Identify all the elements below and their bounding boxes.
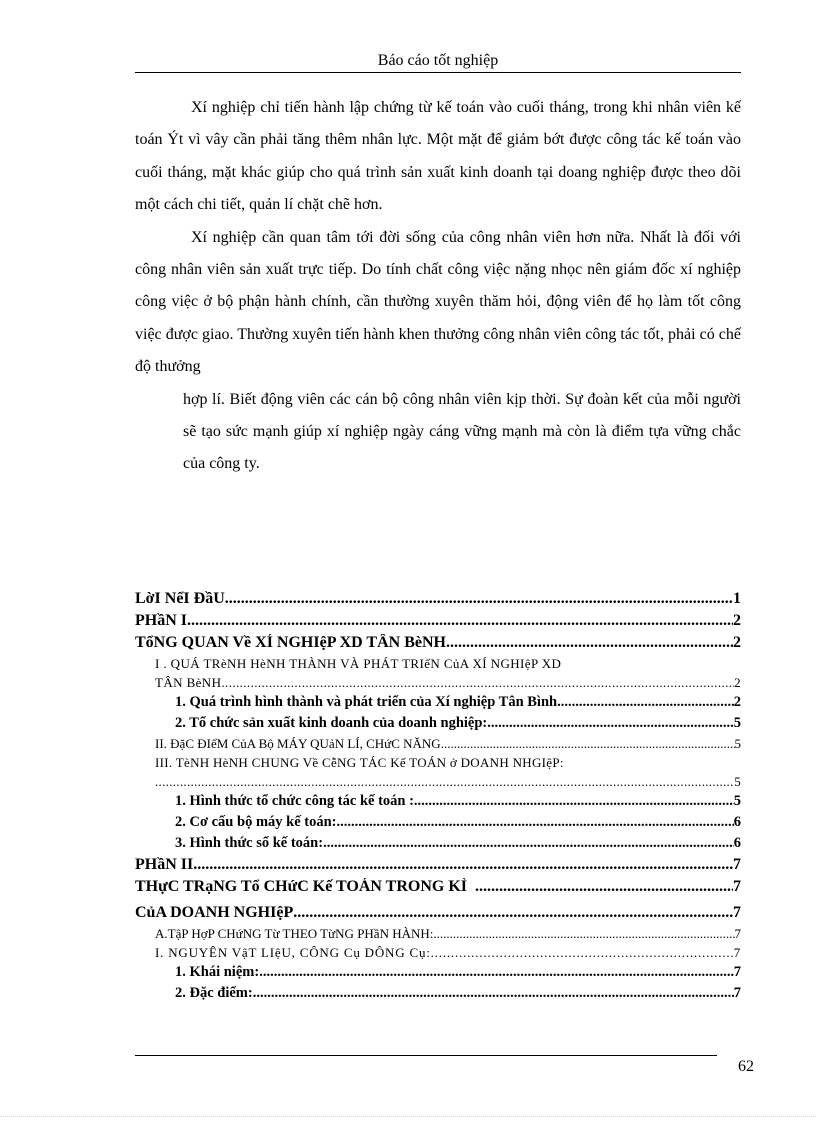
- toc-entry[interactable]: [135, 856, 741, 878]
- paragraph-3: hợp lí. Biết động viên các cán bộ công nhân viên kịp thời. Sự đoàn kết của mỗi người sẽ tạo sức mạnh giúp xí nghiệp ngày cáng vững mạnh mà còn là điểm tựa vững chắc của công ty.: [183, 390, 741, 473]
- toc-entry-page: 2: [733, 694, 741, 710]
- toc-entry-page: 5: [733, 715, 741, 731]
- toc-entry-text: THựC TRạNG Tổ CHứC Kế TOÁN TRONG KÌ: [135, 878, 467, 895]
- toc-entry-text: TổNG QUAN Về XÍ NGHIệP XD TÂN BèNH: [135, 634, 446, 651]
- toc-entry-page: 7: [733, 964, 741, 980]
- toc-entry[interactable]: [135, 985, 741, 1006]
- page-header-title: Báo cáo tốt nghiệp: [377, 52, 499, 69]
- toc-entry-text: 1. Khái niệm:: [175, 964, 260, 980]
- page-bottom-border: [0, 1116, 816, 1117]
- toc-entry[interactable]: [135, 612, 741, 634]
- paragraph-2: Xí nghiệp cần quan tâm tới đời sống của công nhân viên hơn nữa. Nhất là đối với công nhân viên sản xuất trực tiếp. Do tính chất công việc nặng nhọc nên giám đốc xí nghiệp công việc ở bộ phận hành chính, cần thường xuyên thăm hỏi, động viên để họ làm tốt công việc được giao. Thường xuyên tiến hành khen thưởng công nhân viên công tác tốt, phải có chế độ thưởng: [135, 228, 741, 376]
- toc-entry-page: 6: [733, 835, 741, 851]
- toc-entry-text: I . QUÁ TRèNH HèNH THÀNH VÀ PHÁT TRIểN CủA XÍ NGHIệP XD: [155, 656, 562, 671]
- header-divider: [135, 72, 741, 73]
- toc-entry-text: LờI NểI ĐầU: [135, 590, 225, 607]
- toc-entry-text: PHầN II: [135, 856, 194, 873]
- toc-entry-text: CủA DOANH NGHIệP: [135, 904, 294, 921]
- page-number: 62: [738, 1058, 754, 1075]
- toc-entry-page: 1: [733, 590, 741, 607]
- toc-entry[interactable]: [135, 945, 741, 964]
- toc-entry-page: 5: [734, 774, 741, 789]
- toc-entry-page: 7: [733, 904, 741, 921]
- toc-entry[interactable]: [135, 634, 741, 656]
- table-of-contents: [135, 590, 741, 1006]
- paragraph-1: Xí nghiệp chỉ tiến hành lập chứng từ kế toán vào cuối tháng, trong khi nhân viên kế toán Ýt vì vây cần phải tăng thêm nhân lực. Một mặt để giảm bớt được công tác kế toán vào cuối tháng, mặt khác giúp cho quá trình sản xuất kinh doanh tại doang nghiệp được theo dõi một cách chi tiết, quản lí chặt chẽ hơn.: [135, 99, 741, 214]
- toc-entry[interactable]: [135, 715, 741, 736]
- toc-entry-page: 5: [733, 793, 741, 809]
- toc-entry-text: 1. Quá trình hình thành và phát triển của Xí nghiệp Tân Bình: [175, 694, 558, 710]
- toc-entry-text: 1. Hình thức tổ chức công tác kế toán :: [175, 793, 414, 809]
- toc-entry-text: I. NGUYÊN VậT LIệU, CÔNG Cụ DÔNG Cụ:: [155, 945, 431, 960]
- toc-entry-page: 7: [733, 945, 741, 960]
- toc-entry[interactable]: [135, 694, 741, 715]
- toc-entry-text: 2. Đặc điểm:: [175, 985, 253, 1001]
- toc-entry[interactable]: [135, 814, 741, 835]
- toc-entry[interactable]: [135, 755, 741, 793]
- toc-entry[interactable]: [135, 904, 741, 926]
- toc-entry-text-cont: TÂN BèNH: [155, 675, 222, 690]
- toc-entry[interactable]: [135, 590, 741, 612]
- toc-entry[interactable]: [135, 656, 741, 694]
- toc-entry-page: 2: [733, 634, 741, 651]
- footer-divider: [135, 1055, 717, 1056]
- toc-entry[interactable]: [135, 926, 741, 945]
- toc-entry-text: III. TèNH HèNH CHUNG Về CễNG TÁC Kế TOÁN ở DOANH NHGIệP:: [155, 755, 564, 770]
- toc-entry[interactable]: [135, 736, 741, 755]
- body-text: [135, 92, 741, 481]
- toc-entry-page: 7: [733, 878, 741, 895]
- toc-entry[interactable]: [135, 964, 741, 985]
- toc-entry-text: 3. Hình thức sổ kế toán:: [175, 835, 324, 851]
- toc-entry-text: PHầN I: [135, 612, 187, 629]
- toc-entry[interactable]: [135, 878, 741, 904]
- toc-entry[interactable]: [135, 793, 741, 814]
- toc-entry-text: A.TậP HợP CHứNG Từ THEO TừNG PHầN HÀNH:: [155, 926, 434, 941]
- toc-entry-text: 2. Tổ chức sản xuất kinh doanh của doanh nghiệp:: [175, 715, 488, 731]
- toc-entry-text: 2. Cơ cấu bộ máy kế toán:: [175, 814, 337, 830]
- toc-entry-page: 7: [733, 985, 741, 1001]
- toc-entry-page: 2: [733, 612, 741, 629]
- toc-entry-page: 7: [733, 856, 741, 873]
- toc-entry-page: 6: [733, 814, 741, 830]
- toc-entry[interactable]: [135, 835, 741, 856]
- toc-entry-page: 2: [734, 675, 741, 690]
- toc-entry-page: 5: [734, 736, 741, 751]
- toc-entry-page: 7: [734, 926, 741, 941]
- toc-entry-text: II. ĐặC ĐIểM CủA Bộ MÁY QUảN LÍ, CHứC NĂNG: [155, 736, 441, 751]
